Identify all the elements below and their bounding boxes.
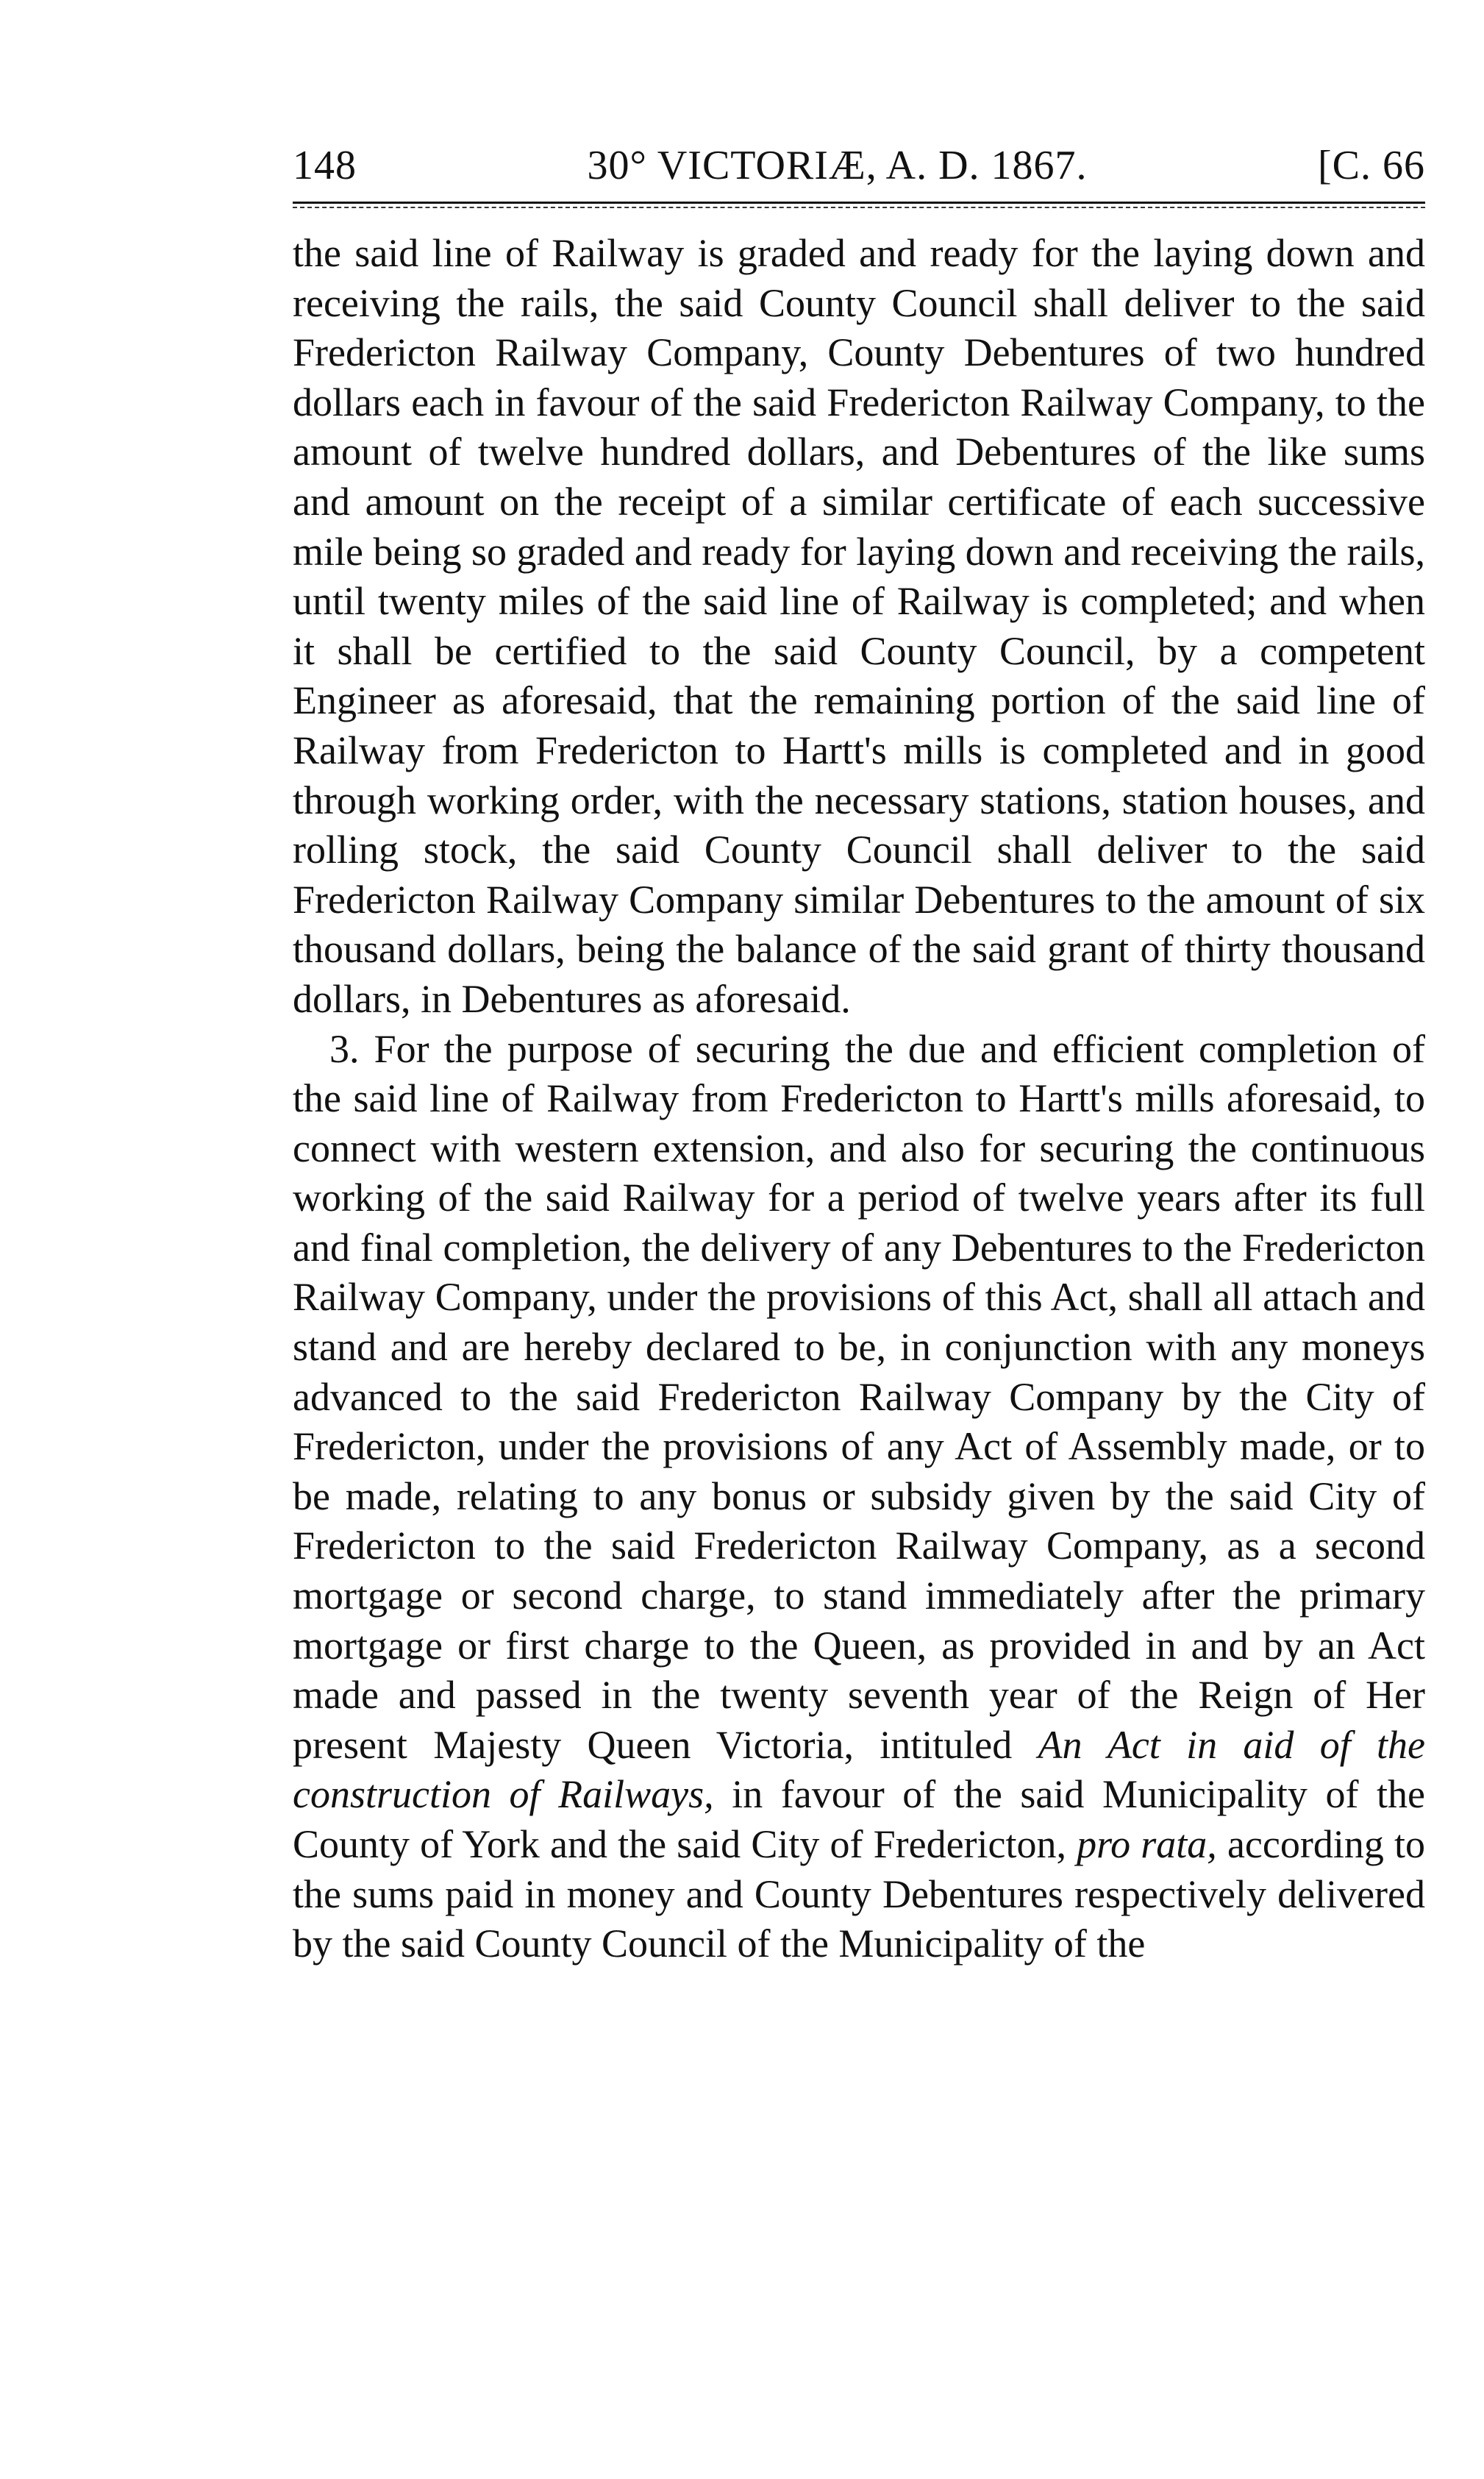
section-3-text-end: according to the sums paid in money and County Debentures respectively delivered by the said County Council of the Municipality of the — [293, 1822, 1425, 1966]
document-page — [293, 140, 1425, 1969]
section-3-text-middle: in favour of the said Municipality of the County of York and the said City of Fredericton, — [293, 1772, 1426, 1866]
page-number: 148 — [293, 143, 357, 188]
header-title: 30° VICTORIÆ, A. D. 1867. — [587, 143, 1088, 188]
chapter-reference: [C. 66 — [1317, 143, 1425, 188]
paragraph-section-3 — [293, 1025, 1425, 1969]
running-header — [293, 140, 1425, 191]
act-title: An Act in aid of the construction of Railways, — [293, 1722, 1425, 1817]
section-3-text-start: 3. For the purpose of securing the due and efficient completion of the said line of Railway from Fredericton to Hartt's mills aforesaid, to connect with western extension, and also for securing the continuous working of the said Railway for a period of twelve years after its full and final completion, the delivery of any Debentures to the Fredericton Railway Company, under the provisions of this Act, shall all attach and stand and are hereby declared to be, in conjunction with any moneys advanced to the said Fredericton Railway Company by the City of Fredericton, under the provisions of any Act of Assembly made, or to be made, relating to any bonus or subsidy given by the said City of Fredericton to the said Fredericton Railway Company, as a second mortgage or second charge, to stand immediately after the primary mortgage or first charge to the Queen, as provided in and by an Act made and passed in the twenty seventh year of the Reign of Her present Majesty Queen Victoria, intituled — [293, 1026, 1425, 1767]
header-rule — [293, 202, 1425, 204]
paragraph-continuation: the said line of Railway is graded and ready for the laying down and receiving the rails, the said County Council shall deliver to the said Fredericton Railway Company, County Debentures of two hundred dollars each in favour of the said Fredericton Railway Company, to the amount of twelve hundred dollars, and Debentures of the like sums and amount on the receipt of a similar certificate of each successive mile being so graded and ready for laying down and receiving the rails, until twenty miles of the said line of Railway is completed; and when it shall be certified to the said County Council, by a competent Engineer as aforesaid, that the remaining portion of the said line of Railway from Fredericton to Hartt's mills is completed and in good through working order, with the necessary stations, station houses, and rolling stock, the said County Council shall deliver to the said Fredericton Railway Company similar Debentures to the amount of six thousand dollars, being the balance of the said grant of thirty thousand dollars, in Debentures as aforesaid. — [293, 231, 1426, 1021]
header-rule-secondary — [293, 207, 1425, 208]
pro-rata-term: pro rata, — [1077, 1822, 1217, 1866]
body-text — [293, 229, 1425, 1969]
